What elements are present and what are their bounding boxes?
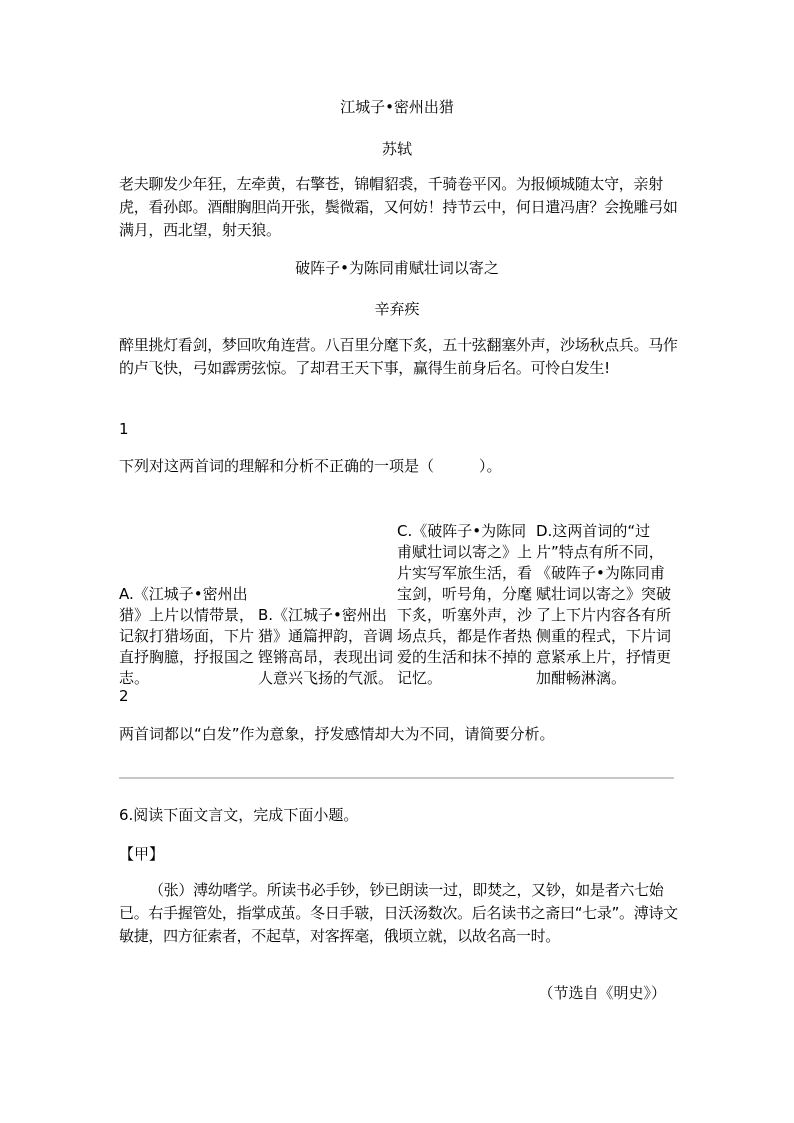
question2-stem: 两首词都以“白发”作为意象，抒发感情却大为不同，请简要分析。 xyxy=(119,725,555,743)
question2-number: 2 xyxy=(119,687,129,705)
option-b[interactable]: B.《江城子•密州出猎》通篇押韵，音调铿锵高昂，表现出词人意兴飞扬的气派。 xyxy=(258,606,394,687)
section-label-jia: 【甲】 xyxy=(119,845,165,863)
option-a[interactable]: A.《江城子•密州出猎》上片以情带景，记叙打猎场面，下片直抒胸臆，抒报国之志。 xyxy=(119,585,255,687)
question6-intro: 6.阅读下面文言文，完成下面小题。 xyxy=(119,806,359,824)
passage-source: （节选自《明史》） xyxy=(538,984,666,1002)
poem1-text: 老夫聊发少年狂，左牵黄，右擎苍，锦帽貂裘，千骑卷平冈。为报倾城随太守，亲射虎，看孙郎。酒酣胸胆尚开张，鬓微霜，又何妨！持节云中，何日遣冯唐？会挽雕弓如满月，西北望，射天狼。 xyxy=(119,175,678,239)
poem2-title: 破阵子•为陈同甫赋壮词以寄之 xyxy=(295,259,499,277)
question1-stem: 下列对这两首词的理解和分析不正确的一项是（ ）。 xyxy=(119,457,502,475)
section-divider xyxy=(119,777,674,779)
option-d[interactable]: D.这两首词的“过片”特点有所不同，《破阵子•为陈同甫赋壮词以寄之》突破了上下片内容各有所侧重的程式，下片词意紧承上片，抒情更加酣畅淋漓。 xyxy=(536,522,672,687)
poem1-author: 苏轼 xyxy=(381,140,412,158)
question1-options xyxy=(119,494,674,689)
option-c[interactable]: C.《破阵子•为陈同甫赋壮词以寄之》上片实写军旅生活，看宝剑，听号角，分麾下炙，听塞外声，沙场点兵，都是作者热爱的生活和抹不掉的记忆。 xyxy=(397,522,533,687)
poem2-text: 醉里挑灯看剑，梦回吹角连营。八百里分麾下炙，五十弦翻塞外声，沙场秋点兵。马作的卢飞快，弓如霹雳弦惊。了却君王天下事，赢得生前身后名。可怜白发生! xyxy=(119,336,678,377)
poem2-author: 辛弃疾 xyxy=(374,300,420,318)
poem1-title: 江城子•密州出猎 xyxy=(340,98,454,116)
classical-passage: （张）溥幼嗜学。所读书必手钞，钞已朗读一过，即焚之，又钞，如是者六七始已。右手握管处，指掌成茧。冬日手皲，日沃汤数次。后名读书之斋曰“七录”。溥诗文敏捷，四方征索者，不起草，对客挥毫，俄顷立就，以故名高一时。 xyxy=(119,881,678,945)
question1-number: 1 xyxy=(119,420,129,438)
